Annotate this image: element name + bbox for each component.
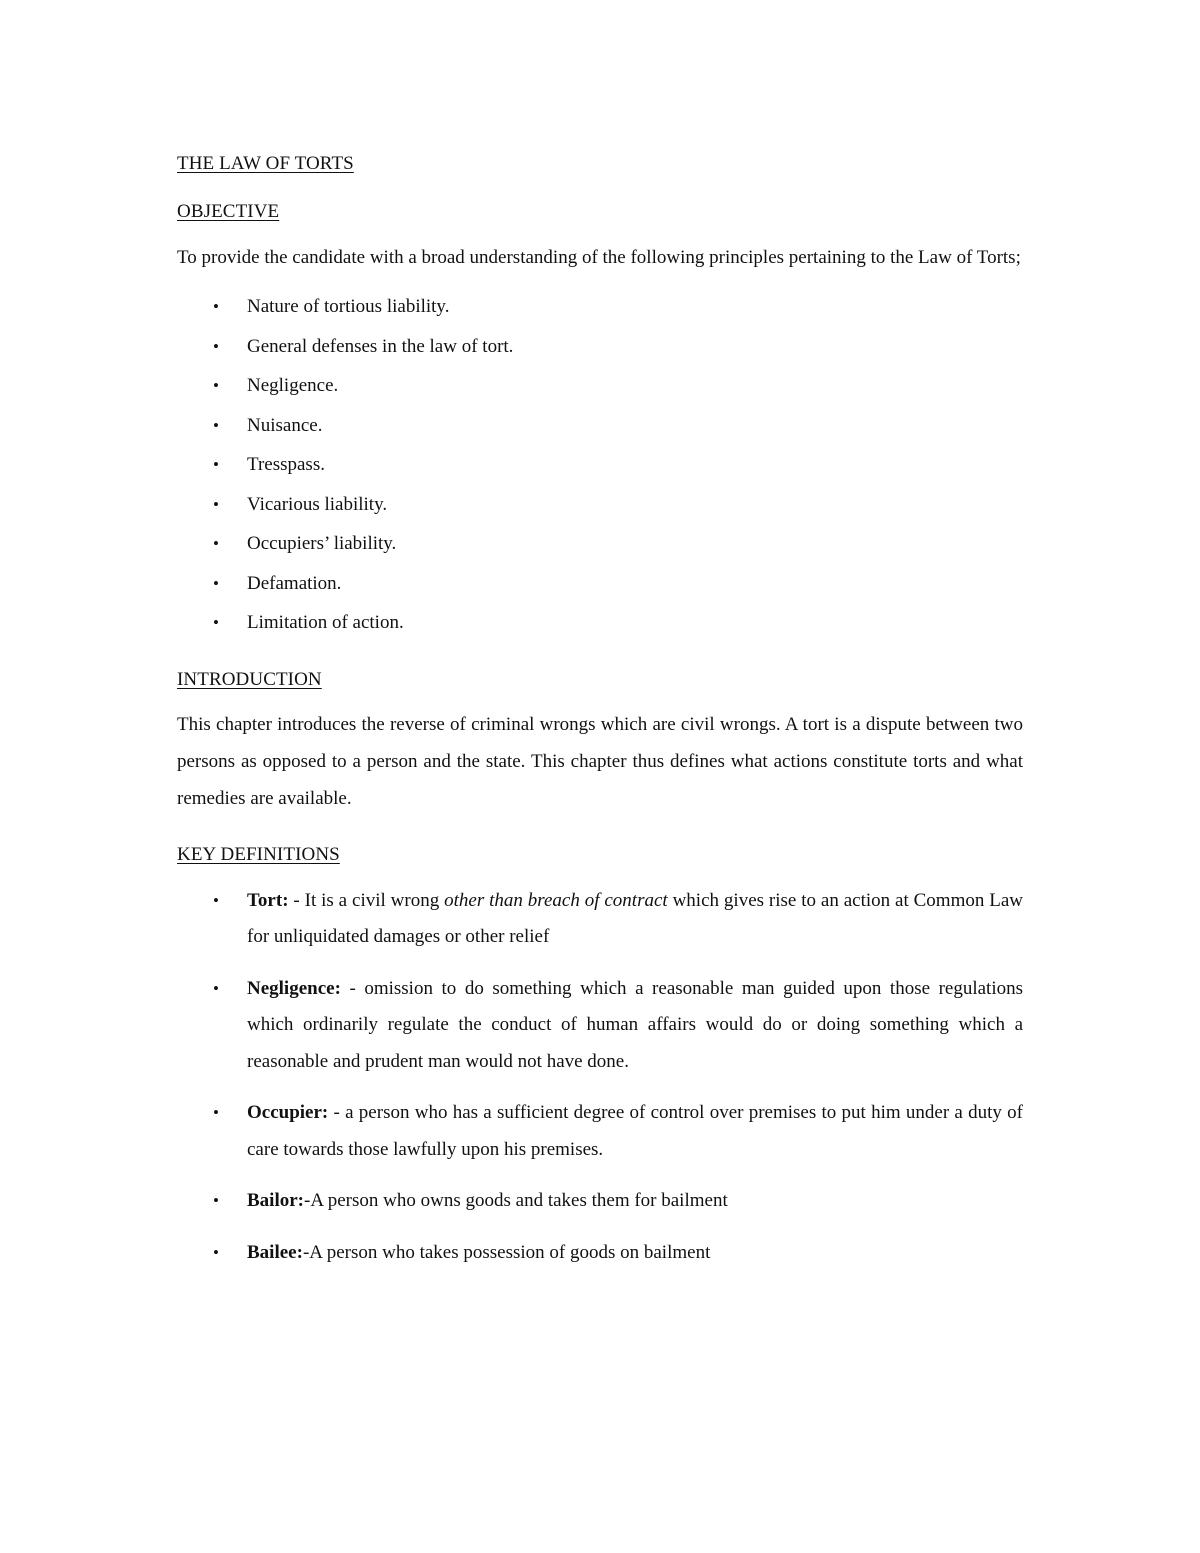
document-body [177, 150, 1023, 1286]
list-item [177, 524, 1023, 564]
bullet-icon: • [213, 297, 219, 316]
bullet-icon: • [213, 890, 219, 910]
definition-term: Bailee: [247, 1241, 303, 1263]
list-item [177, 366, 1023, 406]
list-item-text: Tresspass. [247, 454, 325, 475]
bullet-icon: • [213, 1242, 219, 1262]
list-item [177, 564, 1023, 604]
list-item [177, 603, 1023, 643]
definition-text: - a person who has a sufficient degree of control over premises to put him under a duty of care towards those lawfully upon his premises. [247, 1102, 1023, 1160]
objective-heading: OBJECTIVE [177, 201, 280, 222]
definition-item-tort [177, 883, 1023, 956]
bullet-icon: • [213, 376, 219, 395]
list-item-text: Vicarious liability. [247, 493, 388, 515]
list-item-text: Limitation of action. [247, 612, 404, 633]
definition-term: Negligence: [247, 977, 341, 999]
list-item [177, 445, 1023, 485]
objective-intro: To provide the candidate with a broad understanding of the following principles pertaining to the Law of Torts; [177, 247, 1021, 268]
bullet-icon: • [213, 415, 219, 435]
list-item-text: Nuisance. [247, 414, 323, 436]
list-item-text: Negligence. [247, 375, 339, 396]
bullet-icon: • [213, 1103, 219, 1122]
bullet-icon: • [213, 455, 219, 474]
list-item [177, 485, 1023, 525]
bullet-icon: • [213, 1191, 219, 1210]
definition-item-bailee [177, 1235, 1023, 1272]
definition-term: Tort: [247, 889, 289, 911]
list-item-text: General defenses in the law of tort. [247, 335, 514, 357]
introduction-text: This chapter introduces the reverse of criminal wrongs which are civil wrongs. A tort is a dispute between two persons as opposed to a person and the state. This chapter thus defines what actions constitute torts and what remedies are available. [177, 713, 1023, 809]
bullet-icon: • [213, 613, 219, 632]
definition-item-negligence [177, 971, 1023, 1081]
definition-text-continued: which gives rise to an action at Common Law for unliquidated damages or other relief [247, 889, 1024, 947]
definition-text: - omission to do something which a reasonable man guided upon those regulations which ordinarily regulate the conduct of human affairs would do or doing something which a reasonable and prudent man would not have done. [247, 977, 1023, 1072]
definition-item-bailor [177, 1183, 1023, 1220]
list-item [177, 406, 1023, 446]
key-definitions-list [177, 883, 1023, 1272]
definition-term: Bailor: [247, 1190, 304, 1211]
definition-text: -A person who takes possession of goods on bailment [302, 1241, 711, 1263]
list-item-text: Defamation. [247, 572, 342, 594]
introduction-heading: INTRODUCTION [177, 668, 322, 690]
list-item [177, 287, 1023, 327]
definition-text: - It is a civil wrong [288, 889, 445, 911]
page-title: THE LAW OF TORTS [177, 153, 354, 174]
bullet-icon: • [213, 494, 219, 514]
definition-text: -A person who owns goods and takes them for bailment [304, 1190, 728, 1211]
bullet-icon: • [213, 336, 219, 356]
definition-term: Occupier: [247, 1102, 329, 1123]
bullet-icon: • [213, 534, 219, 553]
definition-emphasis: other than breach of contract [444, 889, 668, 911]
list-item-text: Nature of tortious liability. [247, 296, 450, 317]
list-item-text: Occupiers’ liability. [247, 533, 397, 554]
list-item [177, 327, 1023, 367]
objective-list [177, 287, 1023, 643]
definition-item-occupier [177, 1095, 1023, 1168]
bullet-icon: • [213, 978, 219, 998]
bullet-icon: • [213, 573, 219, 593]
key-definitions-heading: KEY DEFINITIONS [177, 843, 340, 865]
